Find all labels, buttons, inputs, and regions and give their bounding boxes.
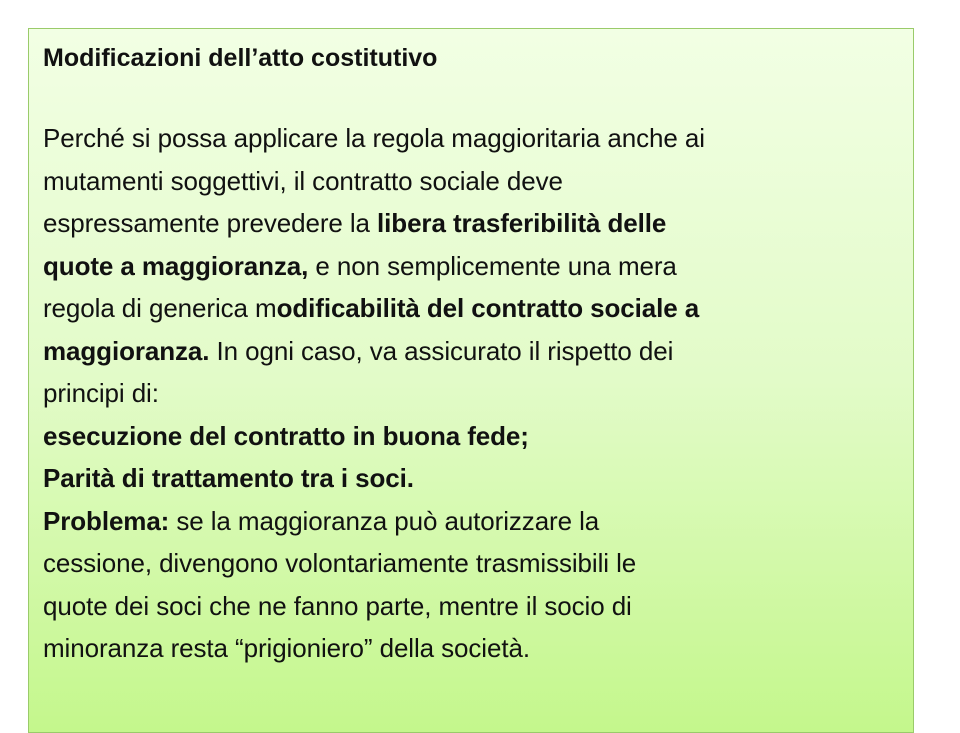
bold-text-run: Problema: [43, 505, 170, 536]
slide-body-text [43, 117, 899, 670]
text-line [43, 160, 899, 203]
bold-text-run: odificabilità del contratto sociale a [276, 293, 700, 323]
text-run: In ogni caso, va assicurato il rispetto dei [209, 335, 674, 366]
text-line [43, 457, 899, 500]
text-line [43, 627, 899, 670]
text-run: espressamente prevedere la [43, 208, 378, 238]
text-line [43, 542, 899, 585]
slide-title: Modificazioni dell’atto costitutivo [43, 44, 438, 72]
text-line [43, 245, 899, 288]
text-run: minoranza resta “prigioniero” della società. [43, 633, 530, 663]
text-run: quote dei soci che ne fanno parte, mentre il socio di [43, 590, 632, 621]
text-line [43, 117, 899, 160]
text-run: regola di generica m [43, 293, 277, 323]
slide-content-box [28, 28, 914, 733]
bold-text-run: esecuzione del contratto in buona fede; [43, 420, 529, 451]
bold-text-run: quote a maggioranza, [43, 250, 309, 281]
text-run: e non semplicemente una mera [308, 250, 677, 281]
text-line [43, 500, 899, 543]
text-line [43, 372, 899, 415]
text-line [43, 287, 899, 330]
text-run: principi di: [43, 378, 159, 408]
bold-text-run: libera trasferibilità delle [377, 208, 667, 238]
text-run: mutamenti soggettivi, il contratto sociale deve [43, 165, 563, 196]
text-line [43, 415, 899, 458]
text-run: Perché si possa applicare la regola maggioritaria anche ai [43, 123, 705, 153]
text-line [43, 585, 899, 628]
text-line [43, 202, 899, 245]
bold-text-run: maggioranza. [43, 335, 210, 366]
bold-text-run: Parità di trattamento tra i soci. [43, 463, 414, 493]
text-line [43, 330, 899, 373]
text-run: se la maggioranza può autorizzare la [169, 505, 600, 536]
spacer [43, 73, 899, 117]
text-run: cessione, divengono volontariamente trasmissibili le [43, 548, 637, 578]
